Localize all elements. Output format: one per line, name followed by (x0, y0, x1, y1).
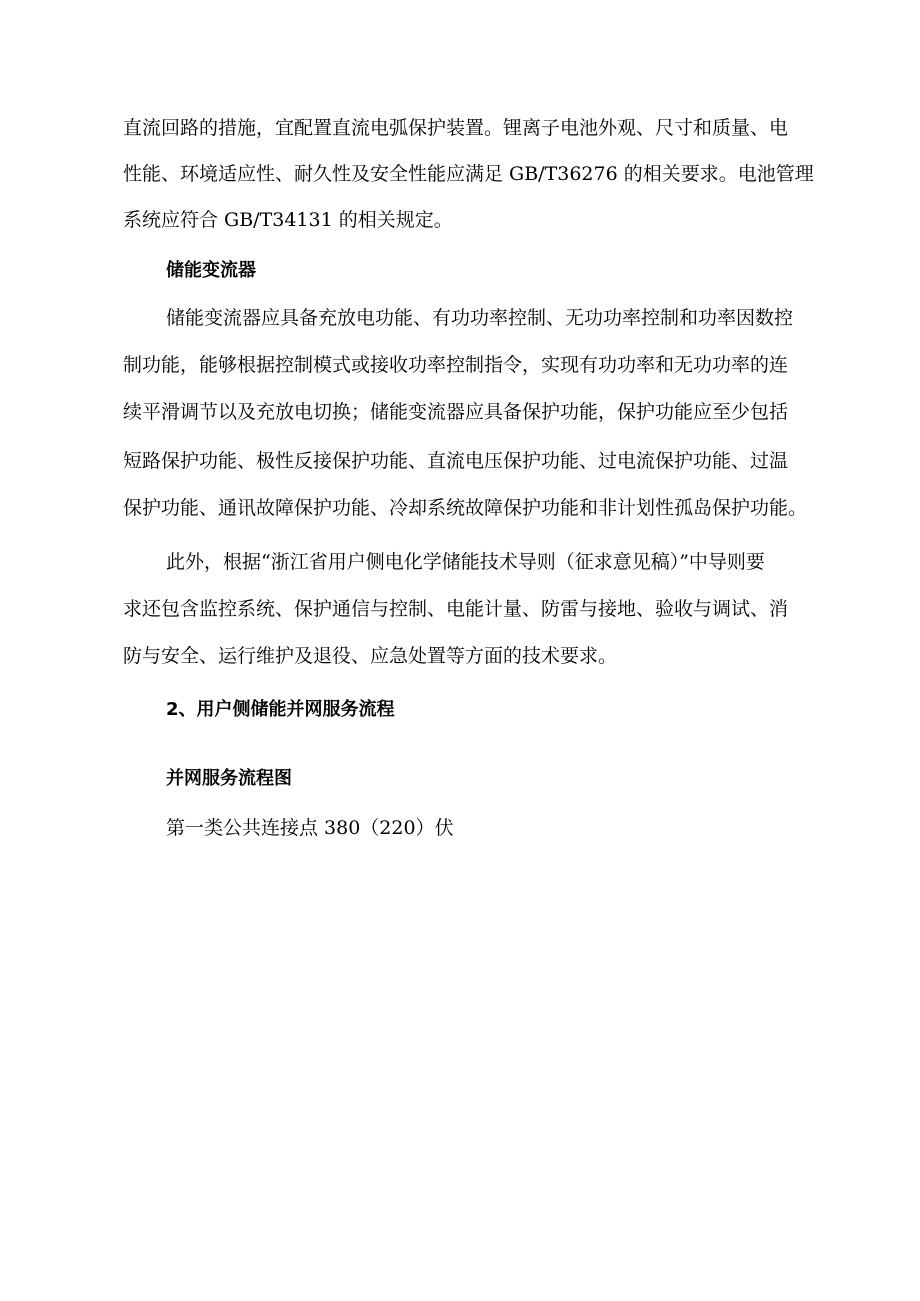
paragraph-1-line-2: 性能、环境适应性、耐久性及安全性能应满足 GB/T36276 的相关要求。电池管理 (123, 163, 814, 185)
section-heading-grid-connection-process: 2、用户侧储能并网服务流程 (166, 699, 395, 720)
paragraph-2-line-3: 续平滑调节以及充放电切换；储能变流器应具备保护功能，保护功能应至少包括 (123, 401, 789, 423)
paragraph-3-line-2: 求还包含监控系统、保护通信与控制、电能计量、防雷与接地、验收与调试、消 (123, 598, 789, 620)
subheading-flowchart: 并网服务流程图 (166, 768, 292, 789)
public-connection-point-line: 第一类公共连接点 380（220）伏 (166, 817, 454, 839)
paragraph-3-line-1: 此外，根据“浙江省用户侧电化学储能技术导则（征求意见稿）”中导则要 (166, 551, 765, 573)
paragraph-1-line-3: 系统应符合 GB/T34131 的相关规定。 (123, 209, 453, 231)
paragraph-2-line-2: 制功能，能够根据控制模式或接收功率控制指令，实现有功功率和无功功率的连 (123, 354, 789, 376)
paragraph-2-line-5: 保护功能、通讯故障保护功能、冷却系统故障保护功能和非计划性孤岛保护功能。 (123, 497, 808, 519)
heading-energy-storage-converter: 储能变流器 (166, 260, 256, 281)
paragraph-2-line-1: 储能变流器应具备充放电功能、有功功率控制、无功功率控制和功率因数控 (166, 307, 794, 329)
paragraph-3-line-3: 防与安全、运行维护及退役、应急处置等方面的技术要求。 (123, 645, 618, 667)
paragraph-1-line-1: 直流回路的措施，宜配置直流电弧保护装置。锂离子电池外观、尺寸和质量、电 (123, 117, 789, 139)
paragraph-2-line-4: 短路保护功能、极性反接保护功能、直流电压保护功能、过电流保护功能、过温 (123, 450, 789, 472)
